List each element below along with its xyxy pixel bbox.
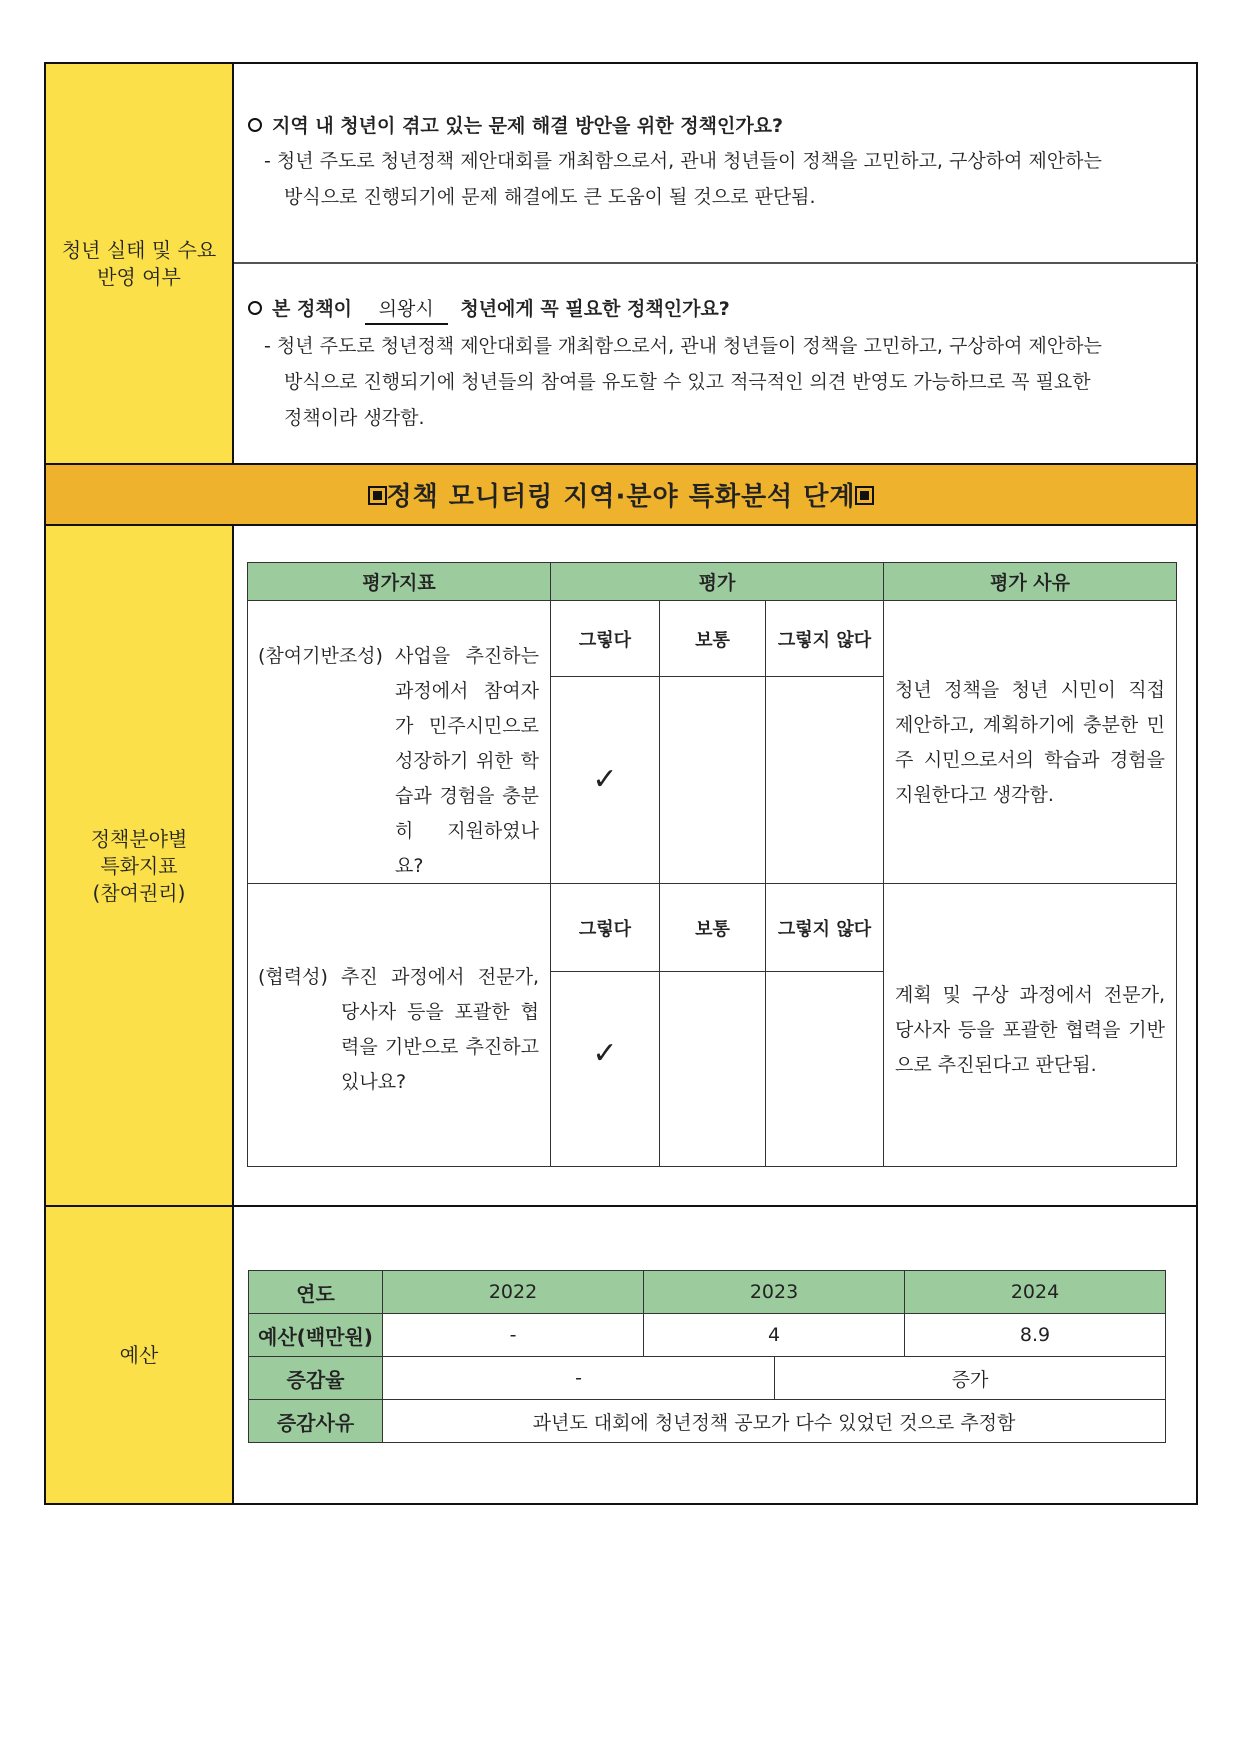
row1-option-no: 그렇지 않다 [765,600,884,677]
header-evaluation: 평가 [550,562,884,601]
row1-check-neutral [659,676,766,884]
row2-option-neutral: 보통 [659,883,766,972]
row2-check-no [765,971,884,1167]
filled-square-icon [368,486,387,505]
row1-text: 사업을 추진하는 과정에서 참여자 가 민주시민으로 성장하기 위한 학 습과 경험을 충분 히 지원하였나요? [395,645,539,877]
budget-amount-2023: 4 [643,1313,905,1357]
row2-indicator-cell [247,883,551,1167]
header-indicator: 평가지표 [247,562,551,601]
section1-divider [234,262,1198,264]
row1-option-yes: 그렇다 [550,600,660,677]
row2-tag: (협력성) [258,966,328,988]
budget-rate-2024: 증가 [774,1356,1166,1400]
budget-year-label: 연도 [248,1270,383,1314]
q2-answer-line3: 정책이라 생각함. [284,407,425,429]
budget-rate-2023: - [382,1356,775,1400]
budget-rate-label: 증감율 [248,1356,383,1400]
header-reason: 평가 사유 [883,562,1177,601]
q2-answer-line2: 방식으로 진행되기에 청년들의 참여를 유도할 수 있고 적극적인 의견 반영도 가능하므로 꼭 필요한 [284,371,1091,393]
q1-question: 지역 내 청년이 겪고 있는 문제 해결 방안을 위한 정책인가요? [248,112,1188,140]
row1-option-neutral: 보통 [659,600,766,677]
section-banner [44,463,1198,526]
label-policy-indicator: 정책분야별 특화지표 (참여권리) [44,526,234,1206]
budget-amount-2024: 8.9 [904,1313,1166,1357]
budget-amount-label: 예산(백만원) [248,1313,383,1357]
q2-block [248,295,1188,436]
row2-reason: 계획 및 구상 과정에서 전문가, 당사자 등을 포괄한 협력을 기반 으로 추진된다고 판단됨. [883,883,1177,1167]
row2-option-yes: 그렇다 [550,883,660,972]
row1-tag: (참여기반조성) [258,645,383,667]
banner-title: 정책 모니터링 지역·분야 특화분석 단계 [386,482,856,512]
q1-answer-line1: - 청년 주도로 청년정책 제안대회를 개최함으로서, 관내 청년들이 정책을 고민하고, 구상하여 제안하는 [264,150,1102,172]
check-icon: ✓ [592,762,618,797]
row1-check-yes [550,676,660,884]
label-youth-reality: 청년 실태 및 수요 반영 여부 [44,62,234,463]
q1-answer-line2: 방식으로 진행되기에 문제 해결에도 큰 도움이 될 것으로 판단됨. [284,186,816,208]
label-budget: 예산 [44,1207,234,1505]
row1-reason: 청년 정책을 청년 시민이 직접 제안하고, 계획하기에 충분한 민 주 시민으로서의 학습과 경험을 지원한다고 생각함. [883,600,1177,884]
q2-question: 본 정책이 의왕시 청년에게 꼭 필요한 정책인가요? [248,295,1188,325]
circle-bullet-icon [248,118,262,132]
row2-option-no: 그렇지 않다 [765,883,884,972]
budget-amount-2022: - [382,1313,644,1357]
q2-answer-line1: - 청년 주도로 청년정책 제안대회를 개최함으로서, 관내 청년들이 정책을 고민하고, 구상하여 제안하는 [264,335,1102,357]
budget-year-2022: 2022 [382,1270,644,1314]
budget-reason-label: 증감사유 [248,1399,383,1443]
row2-text: 추진 과정에서 전문가, 당사자 등을 포괄한 협 력을 기반으로 추진하고 있나요? [341,966,539,1093]
check-icon: ✓ [592,1036,618,1071]
row1-indicator-cell [247,600,551,884]
city-name: 의왕시 [365,295,448,325]
budget-reason-text: 과년도 대회에 청년정책 공모가 다수 있었던 것으로 추정함 [382,1399,1166,1443]
filled-square-icon [855,486,874,505]
row1-check-no [765,676,884,884]
budget-year-2023: 2023 [643,1270,905,1314]
row2-check-yes [550,971,660,1167]
row2-check-neutral [659,971,766,1167]
budget-year-2024: 2024 [904,1270,1166,1314]
q1-block [248,112,1188,215]
circle-bullet-icon [248,301,262,315]
